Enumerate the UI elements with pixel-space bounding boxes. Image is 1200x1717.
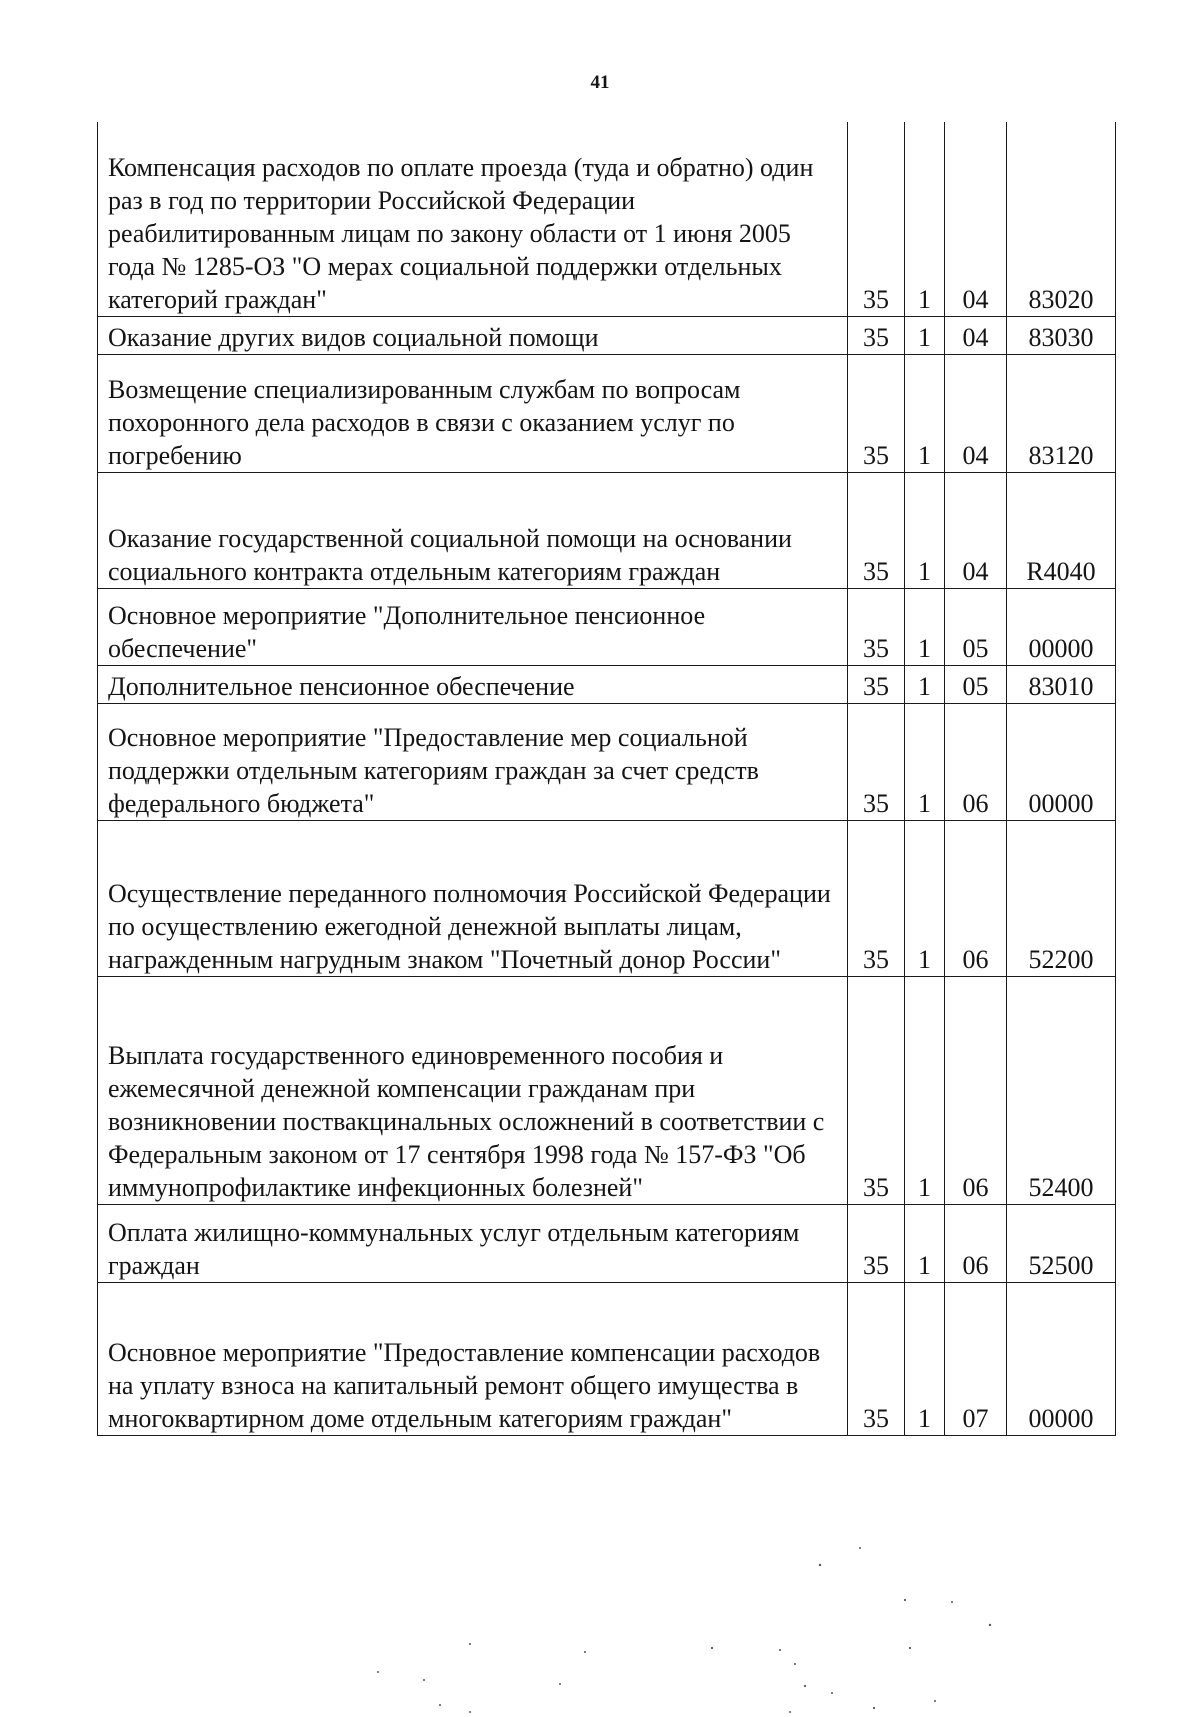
row-description: Компенсация расходов по оплате проезда (туда и обратно) один раз в год по территории Российской Федерации реабилитированным лицам по закону области от 1 июня 2005 года № 1285-ОЗ "О мерах социальной поддержки отдельных категорий граждан" (98, 122, 848, 316)
budget-classification-table (97, 122, 1116, 1436)
subprogram-code-cell: 1 (905, 976, 945, 1204)
subprogram-code-cell: 1 (905, 665, 945, 703)
direction-code-cell: 83020 (1007, 122, 1116, 316)
program-code-cell: 35 (848, 703, 905, 820)
program-code-cell: 35 (848, 316, 905, 354)
row-description: Выплата государственного единовременного пособия и ежемесячной денежной компенсации гражданам при возникновении поствакцинальных осложнений в соответствии с Федеральным законом от 17 сентября 1998 года № 157-ФЗ "Об иммунопрофилактике инфекционных болезней" (98, 976, 848, 1204)
program-code-cell: 35 (848, 122, 905, 316)
main-activity-code-cell: 04 (945, 122, 1007, 316)
row-description: Оказание других видов социальной помощи (98, 316, 848, 354)
table-row (98, 665, 1116, 703)
row-description: Основное мероприятие "Дополнительное пенсионное обеспечение" (98, 588, 848, 665)
table-row (98, 1204, 1116, 1282)
table-row (98, 122, 1116, 316)
direction-code-cell: 00000 (1007, 588, 1116, 665)
row-description: Дополнительное пенсионное обеспечение (98, 665, 848, 703)
row-description: Оплата жилищно-коммунальных услуг отдельным категориям граждан (98, 1204, 848, 1282)
table-row (98, 354, 1116, 472)
program-code-cell: 35 (848, 1204, 905, 1282)
main-activity-code-cell: 06 (945, 703, 1007, 820)
main-activity-code-cell: 06 (945, 820, 1007, 976)
subprogram-code-cell: 1 (905, 820, 945, 976)
program-code-cell: 35 (848, 354, 905, 472)
table-row (98, 1282, 1116, 1435)
subprogram-code-cell: 1 (905, 354, 945, 472)
main-activity-code-cell: 06 (945, 976, 1007, 1204)
direction-code-cell: R4040 (1007, 472, 1116, 588)
main-activity-code-cell: 04 (945, 472, 1007, 588)
program-code-cell: 35 (848, 588, 905, 665)
row-description: Возмещение специализированным службам по вопросам похоронного дела расходов в связи с оказанием услуг по погребению (98, 354, 848, 472)
direction-code-cell: 52200 (1007, 820, 1116, 976)
subprogram-code-cell: 1 (905, 1204, 945, 1282)
subprogram-code-cell: 1 (905, 472, 945, 588)
subprogram-code-cell: 1 (905, 588, 945, 665)
main-activity-code-cell: 04 (945, 354, 1007, 472)
row-description: Оказание государственной социальной помощи на основании социального контракта отдельным категориям граждан (98, 472, 848, 588)
direction-code-cell: 83030 (1007, 316, 1116, 354)
direction-code-cell: 00000 (1007, 703, 1116, 820)
main-activity-code-cell: 07 (945, 1282, 1007, 1435)
subprogram-code-cell: 1 (905, 122, 945, 316)
direction-code-cell: 83010 (1007, 665, 1116, 703)
table-row (98, 316, 1116, 354)
table-row (98, 976, 1116, 1204)
main-activity-code-cell: 05 (945, 665, 1007, 703)
row-description: Основное мероприятие "Предоставление мер социальной поддержки отдельным категориям граждан за счет средств федерального бюджета" (98, 703, 848, 820)
table-row (98, 703, 1116, 820)
direction-code-cell: 52400 (1007, 976, 1116, 1204)
subprogram-code-cell: 1 (905, 703, 945, 820)
row-description: Осуществление переданного полномочия Российской Федерации по осуществлению ежегодной денежной выплаты лицам, награжденным нагрудным знаком "Почетный донор России" (98, 820, 848, 976)
table-row (98, 820, 1116, 976)
subprogram-code-cell: 1 (905, 316, 945, 354)
program-code-cell: 35 (848, 665, 905, 703)
subprogram-code-cell: 1 (905, 1282, 945, 1435)
program-code-cell: 35 (848, 820, 905, 976)
page-number: 41 (590, 72, 610, 93)
direction-code-cell: 83120 (1007, 354, 1116, 472)
table-row (98, 588, 1116, 665)
program-code-cell: 35 (848, 1282, 905, 1435)
main-activity-code-cell: 04 (945, 316, 1007, 354)
table-row (98, 472, 1116, 588)
row-description: Основное мероприятие "Предоставление компенсации расходов на уплату взноса на капитальный ремонт общего имущества в многоквартирном доме отдельным категориям граждан" (98, 1282, 848, 1435)
direction-code-cell: 00000 (1007, 1282, 1116, 1435)
program-code-cell: 35 (848, 976, 905, 1204)
main-activity-code-cell: 05 (945, 588, 1007, 665)
direction-code-cell: 52500 (1007, 1204, 1116, 1282)
main-activity-code-cell: 06 (945, 1204, 1007, 1282)
program-code-cell: 35 (848, 472, 905, 588)
